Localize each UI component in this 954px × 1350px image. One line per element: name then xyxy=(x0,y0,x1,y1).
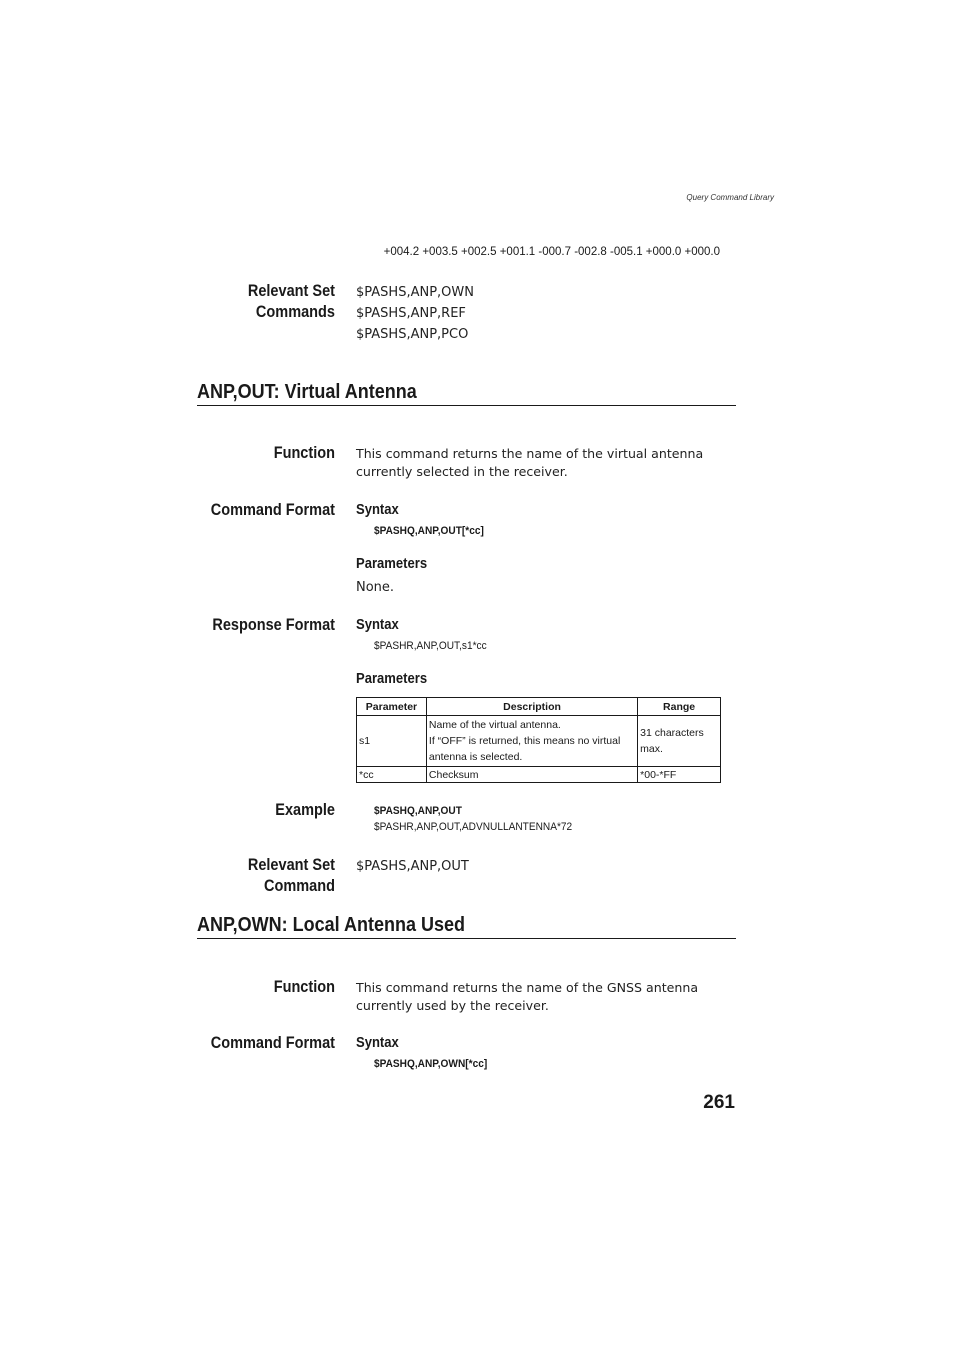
response-parameters-label: Parameters xyxy=(356,671,428,687)
section-title-anp-own xyxy=(197,914,736,939)
table-cell-desc xyxy=(426,716,637,767)
section-title-anp-out xyxy=(197,381,736,406)
table-cell-param: *cc xyxy=(357,767,427,783)
relevant-set-label-1: Relevant Set xyxy=(247,282,335,300)
relevant-command-ref: $PASHS,ANP,REF xyxy=(356,306,466,321)
response-syntax: $PASHR,ANP,OUT,s1*cc xyxy=(374,640,487,652)
syntax-label-own: Syntax xyxy=(356,1035,399,1051)
response-syntax-label: Syntax xyxy=(356,617,399,633)
running-header: Query Command Library xyxy=(686,193,774,202)
table-header-description: Description xyxy=(426,698,637,716)
page-number: 261 xyxy=(703,1092,735,1113)
relevant-set-label-2: Commands xyxy=(255,303,335,321)
table-row xyxy=(357,767,721,783)
table-header-range: Range xyxy=(638,698,721,716)
relevant-set-label-out-2: Command xyxy=(264,877,335,895)
table-cell-range xyxy=(638,716,721,767)
function-text-own: This command returns the name of the GNSS antenna currently used by the receiver. xyxy=(356,980,699,1013)
command-syntax-own: $PASHQ,ANP,OWN[*cc] xyxy=(374,1058,488,1070)
command-format-label-own: Command Format xyxy=(210,1034,335,1052)
parameters-label: Parameters xyxy=(356,556,428,572)
table-row xyxy=(357,716,721,767)
desc-line: If “OFF” is returned, this means no virtual xyxy=(428,735,621,747)
function-label: Function xyxy=(273,444,335,462)
table-header-parameter: Parameter xyxy=(357,698,427,716)
range-line: max. xyxy=(640,743,663,755)
command-format-label: Command Format xyxy=(210,501,335,519)
table-cell-param: s1 xyxy=(357,716,427,767)
example-label: Example xyxy=(275,801,335,819)
range-line: 31 characters xyxy=(640,727,704,739)
response-format-label: Response Format xyxy=(212,616,335,634)
example-query: $PASHQ,ANP,OUT xyxy=(374,805,462,817)
desc-line: antenna is selected. xyxy=(428,751,523,763)
parameters-table xyxy=(356,697,721,783)
example-response: $PASHR,ANP,OUT,ADVNULLANTENNA*72 xyxy=(374,821,573,833)
relevant-set-label-out-1: Relevant Set xyxy=(247,856,335,874)
function-text: This command returns the name of the virtual antenna currently selected in the receiver. xyxy=(356,446,704,479)
command-syntax: $PASHQ,ANP,OUT[*cc] xyxy=(374,525,484,537)
relevant-command-own: $PASHS,ANP,OWN xyxy=(356,285,474,300)
parameters-none: None. xyxy=(356,580,395,595)
section-title-text: ANP,OUT: Virtual Antenna xyxy=(197,381,417,403)
relevant-command-pco: $PASHS,ANP,PCO xyxy=(356,327,469,342)
section-title-text: ANP,OWN: Local Antenna Used xyxy=(197,914,466,936)
relevant-command-out: $PASHS,ANP,OUT xyxy=(356,859,469,874)
value-line: +004.2 +003.5 +002.5 +001.1 -000.7 -002.8 -005.1 +000.0 +000.0 xyxy=(383,246,720,258)
table-header-row xyxy=(357,698,721,716)
table-cell-desc: Checksum xyxy=(426,767,637,783)
syntax-label: Syntax xyxy=(356,502,399,518)
desc-line: Name of the virtual antenna. xyxy=(428,719,561,731)
function-label-own: Function xyxy=(273,978,335,996)
table-cell-range: *00-*FF xyxy=(638,767,721,783)
